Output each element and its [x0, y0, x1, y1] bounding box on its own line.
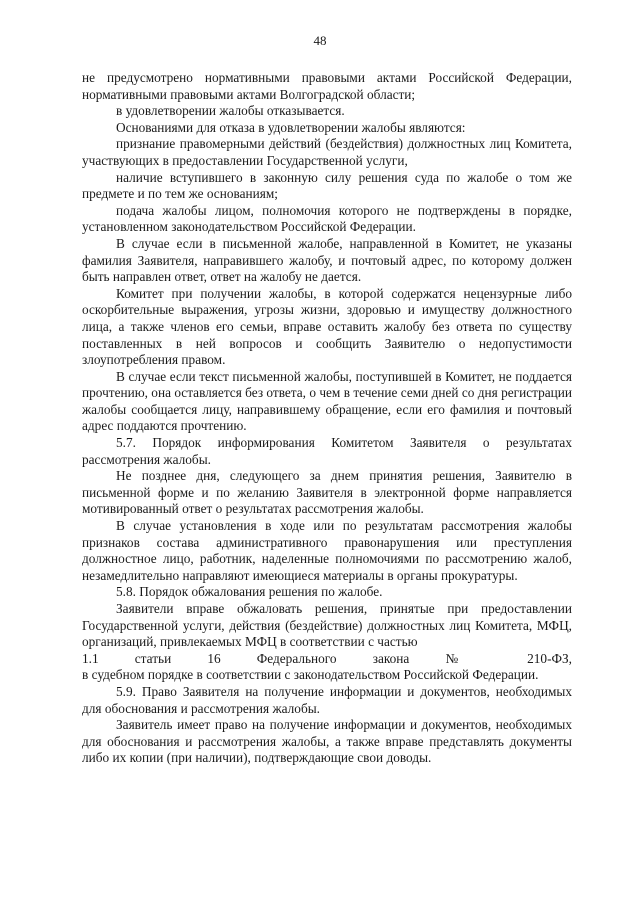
paragraph: Заявитель имеет право на получение информации и документов, необходимых для обоснования и рассмотрения жалобы, а также вправе представлять документы либо их копии (при наличии), подтверждающие свои доводы. [82, 717, 572, 766]
paragraph: не предусмотрено нормативными правовыми актами Российской Федерации, нормативными правовыми актами Волгоградской области; [82, 70, 572, 102]
paragraph: Заявители вправе обжаловать решения, принятые при предоставлении Государственной услуги, действия (бездействие) должностных лиц Комитета, МФЦ, организаций, привлекаемых МФЦ в соответствии с частью [82, 601, 572, 650]
page-number: 48 [313, 33, 327, 48]
paragraph: Не позднее дня, следующего за днем принятия решения, Заявителю в письменной форме и по желанию Заявителя в электронной форме направляется мотивированный ответ о результатах рассмотрения жалобы. [82, 468, 572, 517]
paragraph: В случае если в письменной жалобе, направленной в Комитет, не указаны фамилия Заявителя, направившего жалобу, и почтовый адрес, по которому должен быть направлен ответ, ответ на жалобу не дается. [82, 235, 572, 285]
paragraph: Комитет при получении жалобы, в которой содержатся нецензурные либо оскорбительные выражения, угрозы жизни, здоровью и имуществу должностного лица, а также членов его семьи, вправе оставить жалобу без ответа по существу поставленных в ней вопросов и сообщить Заявителю о недопустимости злоупотребления правом. [82, 285, 572, 368]
paragraph: наличие вступившего в законную силу решения суда по жалобе о том же предмете и по тем же основаниям; [82, 169, 572, 202]
paragraph-continuation: 1.1 статьи 16 Федерального закона № 210-ФЗ, [82, 650, 572, 666]
paragraph: признание правомерными действий (бездействия) должностных лиц Комитета, участвующих в предоставлении Государственной услуги, [82, 136, 572, 168]
paragraph: подача жалобы лицом, полномочия которого не подтверждены в порядке, установленном законодательством Российской Федерации. [82, 202, 572, 235]
section-heading: 5.9. Право Заявителя на получение информации и документов, необходимых для обоснования и рассмотрения жалобы. [82, 683, 572, 716]
paragraph: Основаниями для отказа в удовлетворении жалобы являются: [116, 119, 466, 135]
paragraph: В случае если текст письменной жалобы, поступившей в Комитет, не поддается прочтению, она оставляется без ответа, о чем в течение семи дней со дня регистрации жалобы сообщается лицу, направившему обращение, если его фамилия и почтовый адрес поддаются прочтению. [82, 368, 572, 434]
section-heading: 5.7. Порядок информирования Комитетом Заявителя о результатах рассмотрения жалобы. [82, 435, 572, 467]
paragraph: В случае установления в ходе или по результатам рассмотрения жалобы признаков состава административного правонарушения или преступления должностное лицо, работник, наделенные полномочиями по рассмотрению жалоб, незамедлительно направляют имеющиеся материалы в органы прокуратуры. [82, 518, 572, 583]
document-body [82, 64, 572, 767]
paragraph-continuation: в судебном порядке в соответствии с законодательством Российской Федерации. [82, 667, 539, 683]
section-heading: 5.8. Порядок обжалования решения по жалобе. [116, 584, 383, 600]
paragraph: в удовлетворении жалобы отказывается. [116, 103, 345, 119]
